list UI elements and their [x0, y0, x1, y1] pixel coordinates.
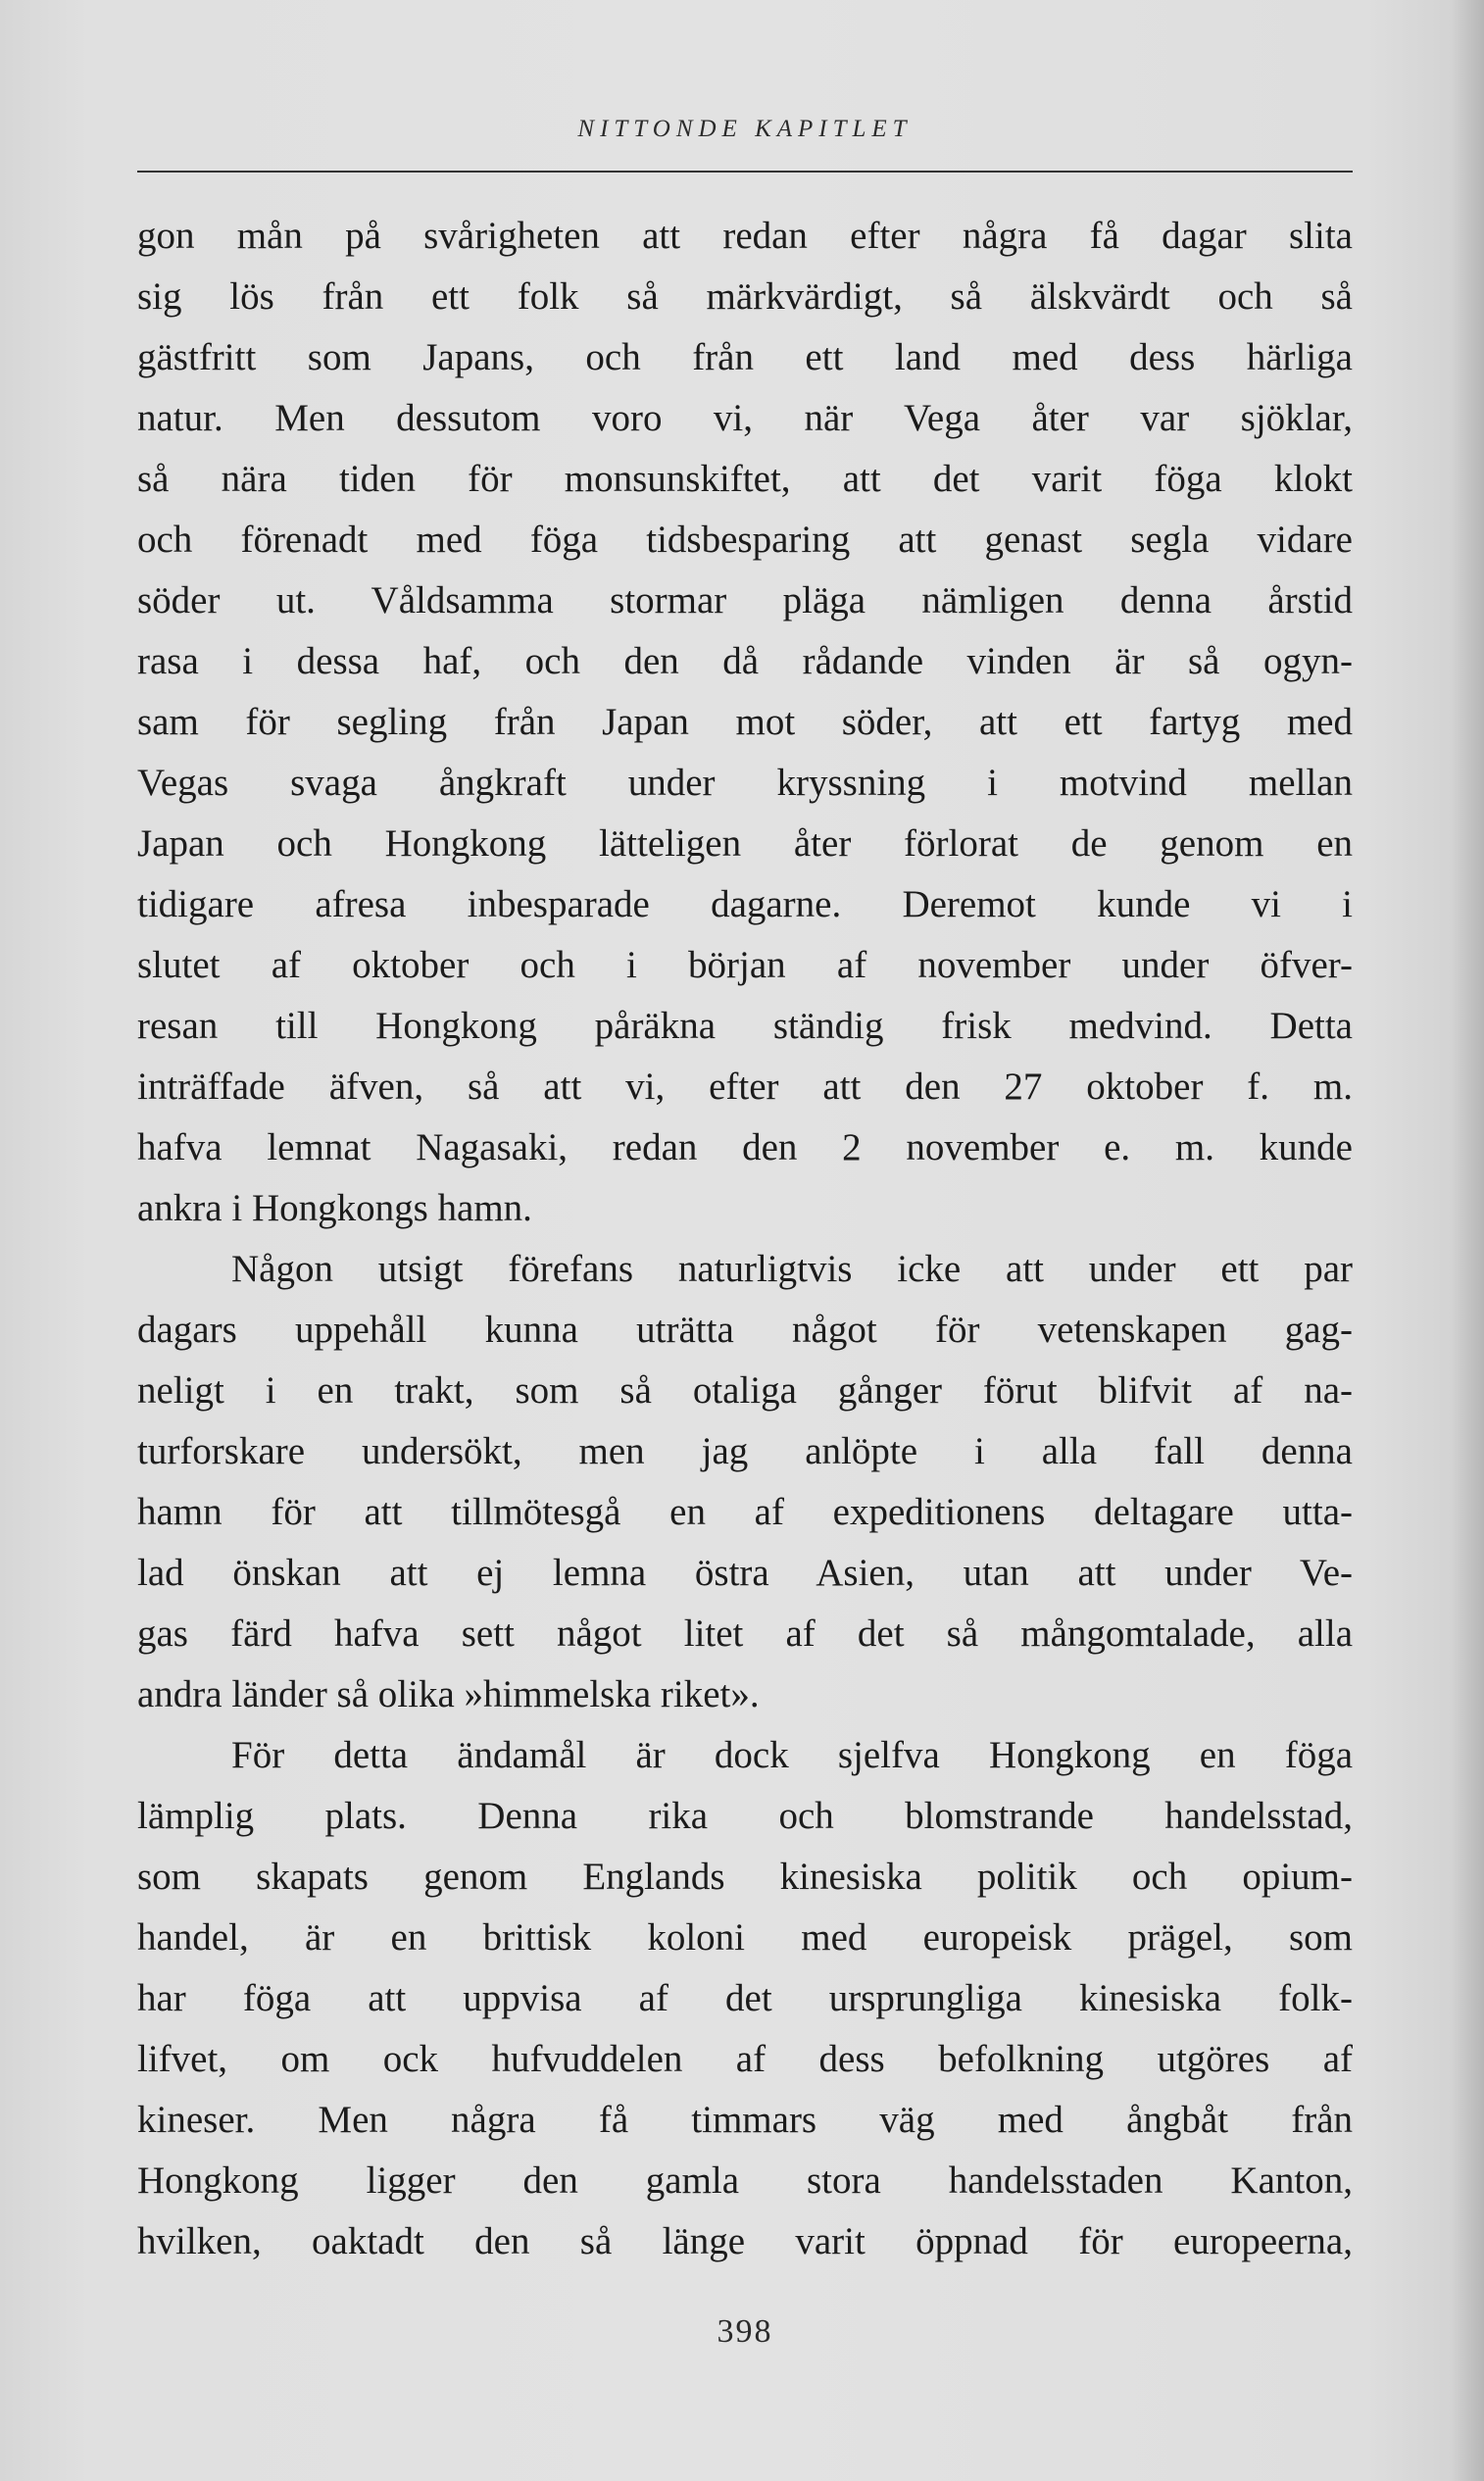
text-line: som skapats genom Englands kinesiska politik och opium- — [137, 1856, 1353, 1898]
text-line: så nära tiden för monsunskiftet, att det varit föga klokt — [137, 458, 1353, 500]
header-rule — [137, 171, 1353, 173]
text-line: sig lös från ett folk så märkvärdigt, så älskvärdt och så — [137, 275, 1353, 318]
running-head: NITTONDE KAPITLET — [577, 116, 913, 142]
text-line-paragraph-end: ankra i Hongkongs hamn. — [137, 1187, 532, 1229]
text-line: handel, är en brittisk koloni med europeisk prägel, som — [137, 1916, 1353, 1959]
text-line: sam för segling från Japan mot söder, att ett fartyg med — [137, 701, 1353, 743]
text-line: kineser. Men några få timmars väg med ångbåt från — [137, 2099, 1353, 2141]
text-line: rasa i dessa haf, och den då rådande vinden är så ogyn- — [137, 640, 1353, 682]
text-line: har föga att uppvisa af det ursprungliga kinesiska folk- — [137, 1977, 1353, 2019]
text-line: dagars uppehåll kunna uträtta något för vetenskapen gag- — [137, 1309, 1353, 1351]
text-line: gas färd hafva sett något litet af det så mångomtalade, alla — [137, 1613, 1353, 1655]
text-line: tidigare afresa inbesparade dagarne. Deremot kunde vi i — [137, 883, 1353, 925]
text-line: lämplig plats. Denna rika och blomstrande handelsstad, — [137, 1795, 1353, 1837]
text-line: resan till Hongkong påräkna ständig frisk medvind. Detta — [137, 1005, 1353, 1047]
text-line: inträffade äfven, så att vi, efter att den 27 oktober f. m. — [137, 1066, 1353, 1108]
text-line: neligt i en trakt, som så otaliga gånger förut blifvit af na- — [137, 1369, 1353, 1412]
text-line: gon mån på svårigheten att redan efter några få dagar slita — [137, 215, 1353, 257]
text-line: Japan och Hongkong lätteligen åter förlorat de genom en — [137, 822, 1353, 865]
text-line: slutet af oktober och i början af november under öfver- — [137, 944, 1353, 986]
page-number: 398 — [717, 2313, 773, 2350]
text-line: och förenadt med föga tidsbesparing att genast segla vidare — [137, 519, 1353, 561]
text-line-paragraph-start: Någon utsigt förefans naturligtvis icke att under ett par — [231, 1248, 1353, 1290]
text-line: lifvet, om ock hufvuddelen af dess befolkning utgöres af — [137, 2038, 1353, 2080]
text-line: hvilken, oaktadt den så länge varit öppnad för europeerna, — [137, 2220, 1353, 2262]
text-line-paragraph-start: För detta ändamål är dock sjelfva Hongkong en föga — [231, 1734, 1353, 1776]
body-text — [137, 206, 1353, 2272]
text-line: gästfritt som Japans, och från ett land med dess härliga — [137, 336, 1353, 378]
text-line: hafva lemnat Nagasaki, redan den 2 november e. m. kunde — [137, 1126, 1353, 1168]
text-line: Vegas svaga ångkraft under kryssning i motvind mellan — [137, 762, 1353, 804]
text-line-paragraph-end: andra länder så olika »himmelska riket». — [137, 1673, 760, 1715]
text-line: söder ut. Våldsamma stormar pläga nämligen denna årstid — [137, 579, 1353, 621]
text-line: natur. Men dessutom voro vi, när Vega åter var sjöklar, — [137, 397, 1353, 439]
text-line: Hongkong ligger den gamla stora handelsstaden Kanton, — [137, 2159, 1353, 2202]
text-line: lad önskan att ej lemna östra Asien, utan att under Ve- — [137, 1552, 1353, 1594]
text-line: hamn för att tillmötesgå en af expeditionens deltagare utta- — [137, 1491, 1353, 1533]
text-line: turforskare undersökt, men jag anlöpte i alla fall denna — [137, 1430, 1353, 1472]
